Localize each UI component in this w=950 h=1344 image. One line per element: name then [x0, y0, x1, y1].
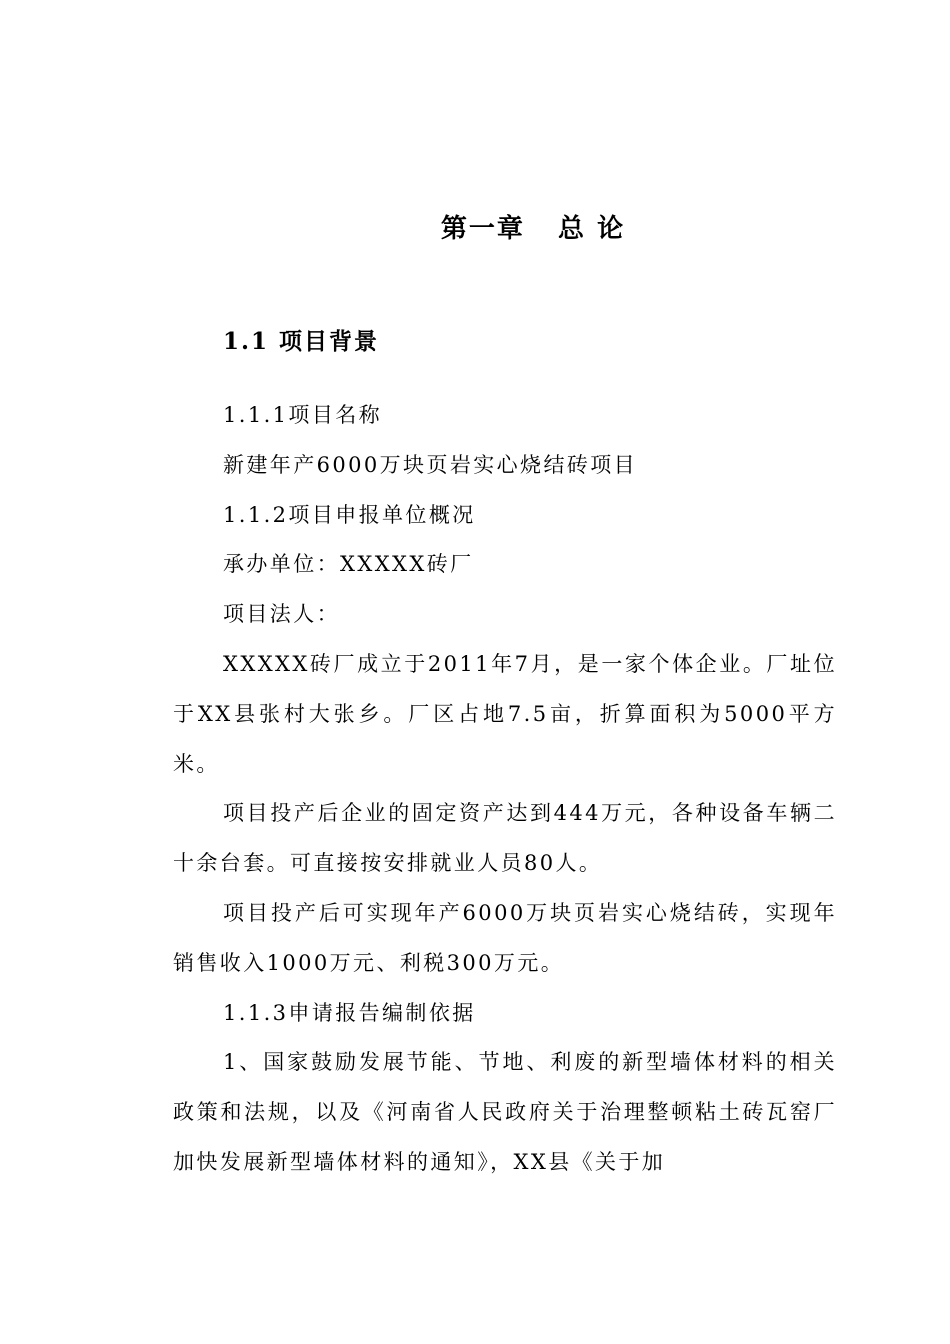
section-title: 1.1 项目背景	[223, 328, 380, 355]
subsection-heading-project-name: 1.1.1项目名称	[223, 403, 383, 427]
subsection-heading-basis: 1.1.3申请报告编制依据	[223, 1000, 476, 1025]
host-unit-paragraph: 承办单位：XXXXX砖厂	[223, 552, 474, 577]
legal-person-paragraph: 项目法人：	[223, 602, 340, 627]
assets-paragraph: 项目投产后企业的固定资产达到444万元，各种设备车辆二十余台套。可直接按安排就业人员80人。	[173, 801, 837, 876]
chapter-title: 第一章 总 论	[440, 214, 626, 244]
project-name-paragraph: 新建年产6000万块页岩实心烧结砖项目	[223, 452, 638, 477]
policy-basis-paragraph: 1、国家鼓励发展节能、节地、利废的新型墙体材料的相关政策和法规，以及《河南省人民政府关于治理整顿粘土砖瓦窑厂加快发展新型墙体材料的通知》，XX县《关于加	[173, 1050, 837, 1174]
subsection-heading-applicant: 1.1.2项目申报单位概况	[223, 502, 476, 527]
factory-description-paragraph: XXXXX砖厂成立于2011年7月，是一家个体企业。厂址位于XX县张村大张乡。厂区占地7.5亩，折算面积为5000平方米。	[173, 651, 837, 776]
output-paragraph: 项目投产后可实现年产6000万块页岩实心烧结砖，实现年销售收入1000万元、利税300万元。	[173, 900, 837, 975]
body-text	[173, 391, 837, 1188]
